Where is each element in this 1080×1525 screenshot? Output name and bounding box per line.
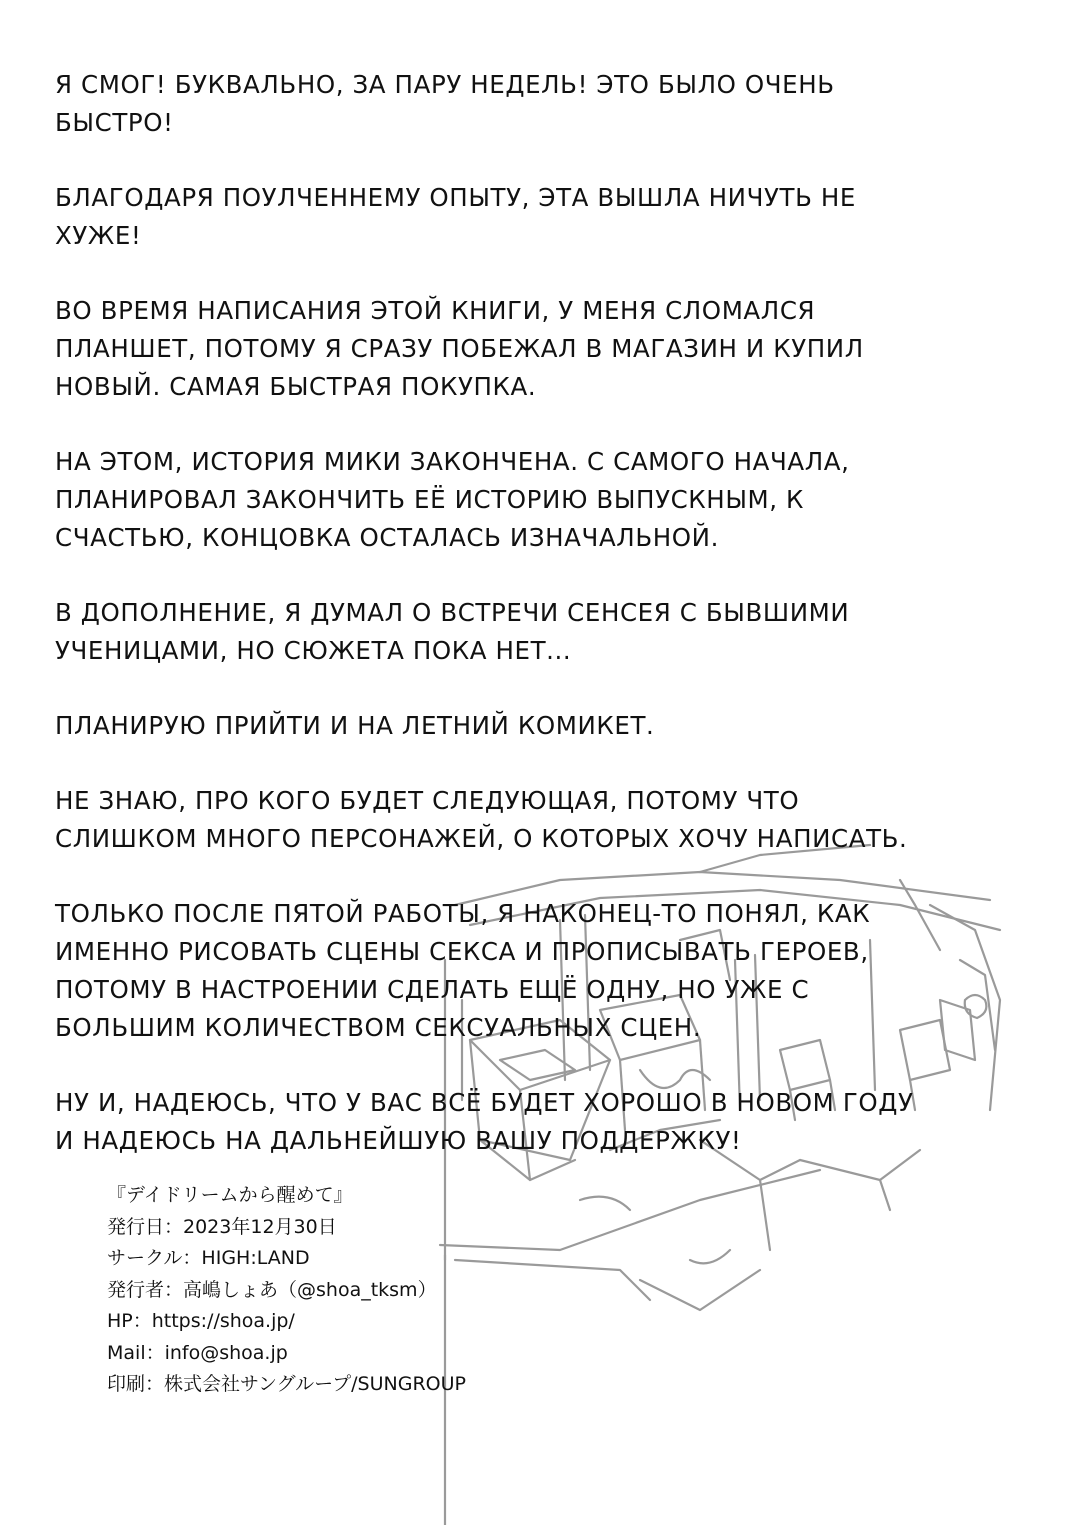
colophon-publisher: 発行者：高嶋しょあ（@shoa_tksm） bbox=[107, 1278, 437, 1301]
colophon-homepage: HP：https://shoa.jp/ bbox=[107, 1310, 295, 1332]
colophon-printer: 印刷：株式会社サングループ/SUNGROUP bbox=[107, 1373, 466, 1395]
colophon-mail: Mail：info@shoa.jp bbox=[107, 1341, 288, 1364]
afterword-paragraph: Я СМОГ! БУКВАЛЬНО, ЗА ПАРУ НЕДЕЛЬ! ЭТО БЫЛО ОЧЕНЬ БЫСТРО! bbox=[55, 70, 835, 137]
afterword-paragraph: НУ И, НАДЕЮСЬ, ЧТО У ВАС ВСЁ БУДЕТ ХОРОШО В НОВОМ ГОДУ И НАДЕЮСЬ НА ДАЛЬНЕЙШУЮ ВАШУ ПОДДЕРЖКУ! bbox=[55, 1088, 914, 1155]
afterword-paragraph: В ДОПОЛНЕНИЕ, Я ДУМАЛ О ВСТРЕЧИ СЕНСЕЯ С БЫВШИМИ УЧЕНИЦАМИ, НО СЮЖЕТА ПОКА НЕТ... bbox=[55, 598, 850, 665]
afterword-text bbox=[55, 66, 1055, 1197]
afterword-paragraph: НЕ ЗНАЮ, ПРО КОГО БУДЕТ СЛЕДУЮЩАЯ, ПОТОМУ ЧТО СЛИШКОМ МНОГО ПЕРСОНАЖЕЙ, О КОТОРЫХ ХОЧУ НАПИСАТЬ. bbox=[55, 786, 908, 853]
afterword-paragraph: БЛАГОДАРЯ ПОУЛЧЕННЕМУ ОПЫТУ, ЭТА ВЫШЛА НИЧУТЬ НЕ ХУЖЕ! bbox=[55, 183, 856, 250]
colophon bbox=[107, 1180, 667, 1401]
colophon-circle: サークル：HIGH:LAND bbox=[107, 1247, 310, 1269]
afterword-paragraph: ТОЛЬКО ПОСЛЕ ПЯТОЙ РАБОТЫ, Я НАКОНЕЦ-ТО ПОНЯЛ, КАК ИМЕННО РИСОВАТЬ СЦЕНЫ СЕКСА И ПРОПИСЫВАТЬ ГЕРОЕВ, ПОТОМУ В НАСТРОЕНИИ СДЕЛАТЬ ЕЩЁ ОДНУ, НО УЖЕ С БОЛЬШИМ КОЛИЧЕСТВОМ СЕКСУАЛЬНЫХ СЦЕН. bbox=[55, 899, 871, 1042]
afterword-paragraph: НА ЭТОМ, ИСТОРИЯ МИКИ ЗАКОНЧЕНА. С САМОГО НАЧАЛА, ПЛАНИРОВАЛ ЗАКОНЧИТЬ ЕЁ ИСТОРИЮ ВЫПУСКНЫМ, К СЧАСТЬЮ, КОНЦОВКА ОСТАЛАСЬ ИЗНАЧАЛЬНОЙ. bbox=[55, 447, 850, 552]
afterword-paragraph: ВО ВРЕМЯ НАПИСАНИЯ ЭТОЙ КНИГИ, У МЕНЯ СЛОМАЛСЯ ПЛАНШЕТ, ПОТОМУ Я СРАЗУ ПОБЕЖАЛ В МАГАЗИН И КУПИЛ НОВЫЙ. САМАЯ БЫСТРАЯ ПОКУПКА. bbox=[55, 296, 864, 401]
afterword-paragraph: ПЛАНИРУЮ ПРИЙТИ И НА ЛЕТНИЙ КОМИКЕТ. bbox=[55, 711, 655, 740]
colophon-title: 『デイドリームから醒めて』 bbox=[107, 1184, 353, 1206]
colophon-date: 発行日：2023年12月30日 bbox=[107, 1215, 337, 1238]
